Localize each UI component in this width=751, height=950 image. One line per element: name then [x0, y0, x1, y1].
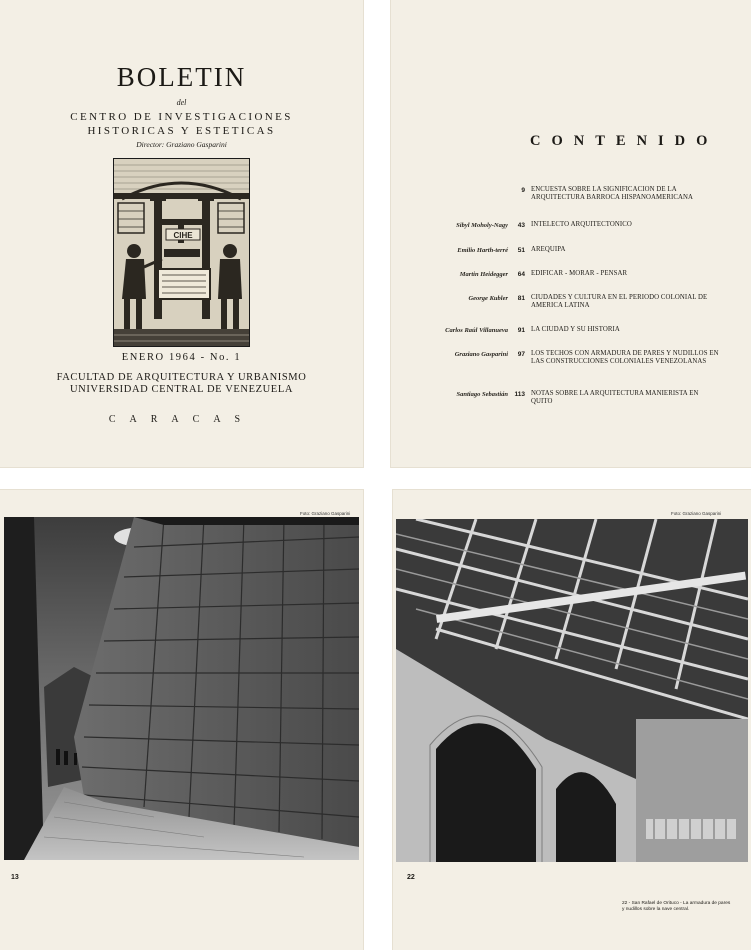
toc-author: Graziano Gasparini	[454, 351, 508, 358]
city: CARACAS	[108, 414, 255, 425]
toc-title: LOS TECHOS CON ARMADURA DE PARES Y NUDILLOS EN LAS CONSTRUCCIONES COLONIALES VENEZOLANAS	[531, 350, 719, 365]
toc-title: LA CIUDAD Y SU HISTORIA	[531, 326, 620, 333]
director-line: Director: Graziano Gasparini	[136, 140, 227, 149]
woodcut-label: CIHE	[173, 231, 193, 240]
publisher	[0, 372, 363, 396]
toc-title: ENCUESTA SOBRE LA SIGNIFICACION DE LA ARQUITECTURA BARROCA HISPANOAMERICANA	[531, 186, 694, 201]
institution-line-2: HISTORICAS Y ESTETICAS	[87, 125, 276, 137]
toc-title: CIUDADES Y CULTURA EN EL PERIODO COLONIAL DE AMERICA LATINA	[531, 294, 708, 309]
page-number: 13	[11, 874, 19, 881]
toc-title: INTELECTO ARQUITECTONICO	[531, 221, 632, 228]
toc-entry	[391, 221, 751, 229]
photo-caption: 22 - San Rafael de Orituco - La armadura de pares y nudillos sobre la nave central.	[622, 901, 731, 912]
title-connector: del	[176, 98, 187, 107]
toc-author: Martin Heidegger	[459, 271, 508, 278]
toc-page: 64	[517, 271, 525, 278]
issue-line: ENERO 1964 - No. 1	[121, 352, 242, 363]
cover-page	[0, 0, 363, 467]
toc-entry	[391, 326, 751, 334]
institution-name	[0, 110, 363, 138]
photo-credit: Foto: Graziano Gasparini	[671, 511, 722, 516]
toc-page: 43	[517, 222, 525, 229]
inca-wall-street-photo	[4, 517, 359, 860]
toc-entry	[391, 246, 751, 254]
toc-author: Sibyl Moholy-Nagy	[456, 222, 508, 229]
toc-author: Emilio Harth-terré	[457, 247, 508, 254]
toc-entry	[391, 186, 751, 202]
toc-title: EDIFICAR - MORAR - PENSAR	[531, 270, 628, 277]
contents-heading: CONTENIDO	[530, 133, 719, 149]
toc-page: 9	[521, 187, 525, 194]
toc-title: AREQUIPA	[531, 246, 566, 253]
printing-press-engraving	[114, 159, 249, 346]
woodcut-illustration	[113, 158, 250, 347]
roof-photo-image	[396, 519, 748, 862]
toc-page: 51	[517, 247, 525, 254]
photo-page-left	[0, 490, 363, 950]
armadura-roof-photo	[396, 519, 748, 862]
publisher-line-2: UNIVERSIDAD CENTRAL DE VENEZUELA	[69, 384, 294, 395]
toc-entry	[391, 294, 751, 310]
photo-page-right	[393, 490, 751, 950]
toc-author: George Kubler	[468, 295, 508, 302]
toc-entry	[391, 390, 751, 406]
street-photo-image	[4, 517, 359, 860]
toc-entry	[391, 270, 751, 278]
contents-page	[391, 0, 751, 467]
toc-author	[391, 186, 508, 187]
toc-title: NOTAS SOBRE LA ARQUITECTURA MANIERISTA EN QUITO	[531, 390, 699, 405]
toc-entry	[391, 350, 751, 366]
page-number: 22	[407, 874, 415, 881]
photo-credit: Foto: Graziano Gasparini	[300, 511, 351, 516]
journal-title: BOLETIN	[116, 62, 247, 92]
toc-page: 113	[514, 391, 525, 398]
toc-page: 97	[517, 351, 525, 358]
toc-author: Carlos Raúl Villanueva	[445, 327, 508, 334]
toc-page: 81	[517, 295, 525, 302]
toc-page: 91	[517, 327, 525, 334]
toc-author: Santiago Sebastián	[456, 391, 508, 398]
publisher-line-1: FACULTAD DE ARQUITECTURA Y URBANISMO	[56, 372, 307, 383]
institution-line-1: CENTRO DE INVESTIGACIONES	[70, 111, 293, 123]
